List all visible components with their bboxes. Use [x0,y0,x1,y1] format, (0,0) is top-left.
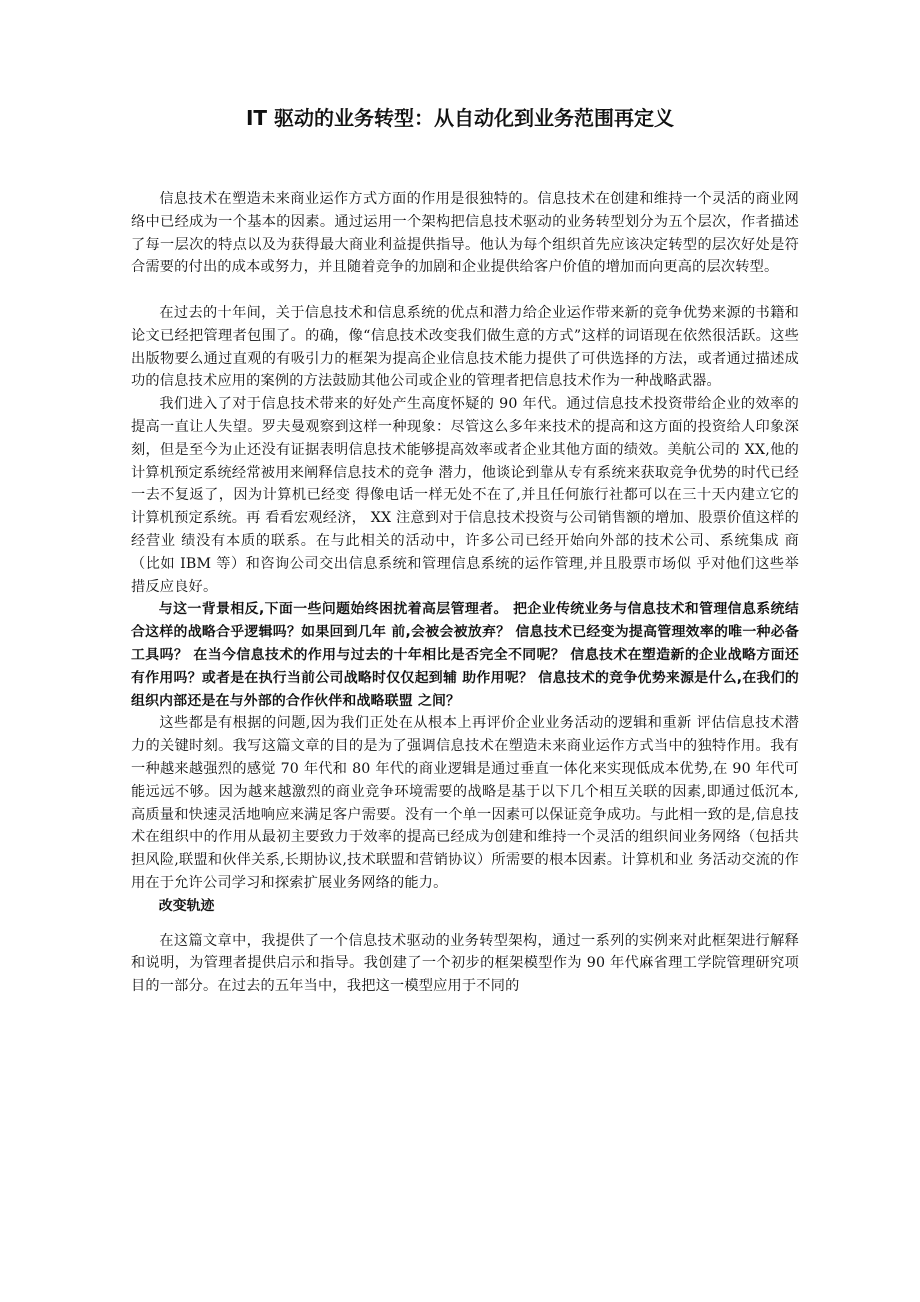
questions-paragraph: 与这一背景相反,下面一些问题始终困扰着高层管理者。 把企业传统业务与信息技术和管理信息系统结合这样的战略合乎逻辑吗？如果回到几年 前,会被会被放弃？ 信息技术已经变为提高管理效率的唯一种必备工具吗？ 在当今信息技术的作用与过去的十年相比是否完全不同呢？ 信息技术在塑造新的企业战略方面还有作用吗？或者是在执行当前公司战略时仅仅起到辅 助作用呢？ 信息技术的竞争优势来源是什么,在我们的组织内部还是在与外部的合作伙伴和战略联盟 之间？ [131,601,799,709]
body-paragraph-1: 在过去的十年间，关于信息技术和信息系统的优点和潜力给企业运作带来新的竞争优势来源的书籍和论文已经把管理者包围了。的确，像“信息技术改变我们做生意的方式”这样的词语现在依然很活跃。这些出版物要么通过直观的有吸引力的框架为提高企业信息技术能力提供了可供选择的方法，或者通过描述成功的信息技术应用的案例的方法鼓励其他公司或企业的管理者把信息技术作为一种战略武器。 [131,304,799,390]
section-heading: 改变轨迹 [158,897,215,914]
document-title: IT 驱动的业务转型：从自动化到业务范围再定义 [245,106,675,130]
body-paragraph-3: 这些都是有根据的问题,因为我们正处在从根本上再评价企业业务活动的逻辑和重新 评估信息技术潜力的关键时刻。我写这篇文章的目的是为了强调信息技术在塑造未来商业运作方式当中的独特作用。我有一种越来越强烈的感觉 70 年代和 80 年代的商业逻辑是通过垂直一体化来实现低成本优势,在 90 年代可能远远不够。因为越来越激烈的商业竞争环境需要的战略是基于以下几个相互关联的因素,即通过低沉本,高质量和快速灵活地响应来满足客户需要。没有一个单一因素可以保证竞争成功。与此相一致的是,信息技术在组织中的作用从最初主要致力于效率的提高已经成为创建和维持一个灵活的组织间业务网络（包括共担风险,联盟和伙伴关系,长期协议,技术联盟和营销协议）所需要的根本因素。计算机和业 务活动交流的作用在于允许公司学习和探索扩展业务网络的能力。 [131,715,799,891]
document-body [131,188,799,998]
body-paragraph-2: 我们进入了对于信息技术带来的好处产生高度怀疑的 90 年代。通过信息技术投资带给企业的效率的提高一直让人失望。罗夫曼观察到这样一种现象：尽管这么多年来技术的提高和这方面的投资给人印象深刻，但是至今为止还没有证据表明信息技术能够提高效率或者企业其他方面的绩效。美航公司的 XX,他的计算机预定系统经常被用来阐释信息技术的竞争 潜力，他谈论到靠从专有系统来获取竞争优势的时代已经一去不复返了，因为计算机已经变 得像电话一样无处不在了,并且任何旅行社都可以在三十天内建立它的计算机预定系统。再 看看宏观经济， XX 注意到对于信息技术投资与公司销售额的增加、股票价值这样的经营业 绩没有本质的联系。在与此相关的活动中，许多公司已经开始向外部的技术公司、系统集成 商（比如 IBM 等）和咨询公司交出信息系统和管理信息系统的运作管理,并且股票市场似 乎对他们这些举措反应良好。 [131,396,799,595]
body-paragraph-4: 在这篇文章中，我提供了一个信息技术驱动的业务转型架构，通过一系列的实例来对此框架进行解释和说明，为管理者提供启示和指导。我创建了一个初步的框架模型作为 90 年代麻省理工学院管理研究项目的一部分。在过去的五年当中，我把这一模型应用于不同的 [131,932,799,995]
abstract-paragraph: 信息技术在塑造未来商业运作方式方面的作用是很独特的。信息技术在创建和维持一个灵活的商业网络中已经成为一个基本的因素。通过运用一个架构把信息技术驱动的业务转型划分为五个层次，作者描述了每一层次的特点以及为获得最大商业利益提供指导。他认为每个组织首先应该决定转型的层次好处是符合需要的付出的成本或努力，并且随着竞争的加剧和企业提供给客户价值的增加而向更高的层次转型。 [131,191,799,276]
